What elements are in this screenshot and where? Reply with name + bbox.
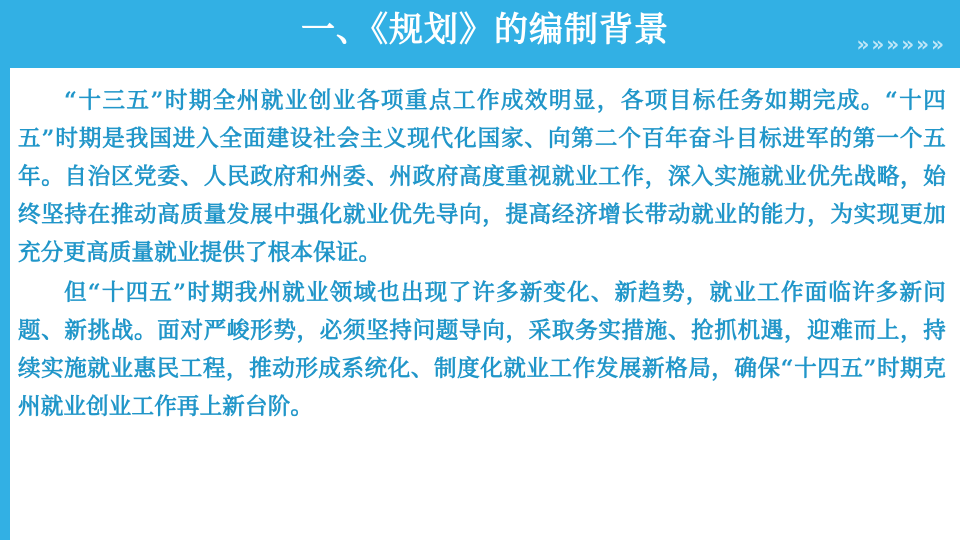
slide-body [18,82,946,532]
left-accent-bar [0,0,10,540]
slide-header-band [10,0,960,68]
body-paragraph-1: “十三五”时期全州就业创业各项重点工作成效明显，各项目标任务如期完成。“十四五”时期是我国进入全面建设社会主义现代化国家、向第二个百年奋斗目标进军的第一个五年。自治区党委、人民政府和州委、州政府高度重视就业工作，深入实施就业优先战略，始终坚持在推动高质量发展中强化就业优先导向，提高经济增长带动就业的能力，为实现更加充分更高质量就业提供了根本保证。 [18,88,946,266]
body-paragraph-2: 但“十四五”时期我州就业领域也出现了许多新变化、新趋势，就业工作面临许多新问题、新挑战。面对严峻形势，必须坚持问题导向，采取务实措施、抢抓机遇，迎难而上，持续实施就业惠民工程，推动形成系统化、制度化就业工作发展新格局，确保“十四五”时期克州就业创业工作再上新台阶。 [18,280,946,420]
slide-title: 一、《规划》的编制背景 [301,10,669,50]
chevrons-decoration-icon: »»»»»» [856,32,946,56]
header-divider [10,68,960,71]
